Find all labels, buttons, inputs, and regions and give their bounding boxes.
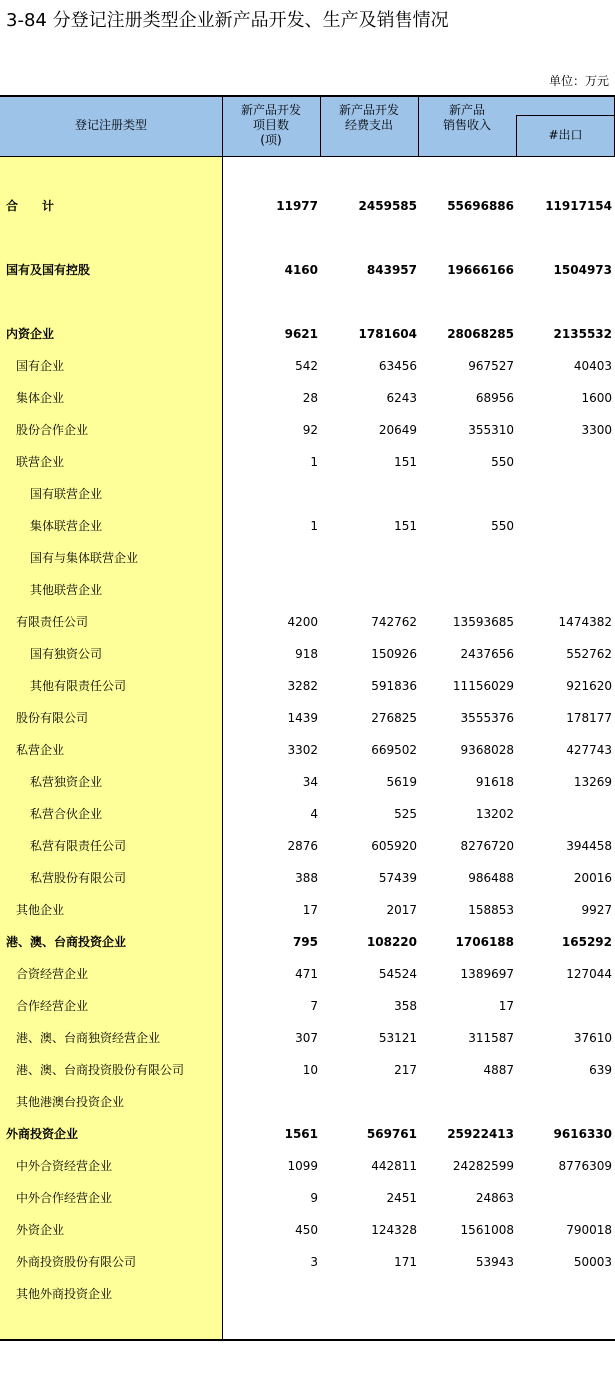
cell-sales-revenue: 25922413 (447, 1127, 514, 1141)
row-label: 港、澳、台商投资股份有限公司 (16, 1063, 185, 1077)
subheader-divider (516, 115, 615, 116)
table-row (0, 1252, 615, 1272)
cell-project-count: 3302 (287, 743, 318, 757)
cell-dev-expenditure: 151 (394, 519, 417, 533)
cell-export: 3300 (581, 423, 612, 437)
cell-export: 1474382 (558, 615, 612, 629)
cell-dev-expenditure: 53121 (378, 1031, 417, 1045)
row-label: 私营合伙企业 (30, 807, 103, 821)
column-divider (516, 115, 517, 156)
row-label: 合资经营企业 (16, 967, 89, 981)
row-label: 中外合资经营企业 (16, 1159, 113, 1173)
cell-dev-expenditure: 276825 (371, 711, 417, 725)
table-row (0, 740, 615, 760)
cell-dev-expenditure: 63456 (378, 359, 417, 373)
row-label: 其他企业 (16, 903, 65, 917)
cell-project-count: 7 (310, 999, 318, 1013)
cell-export: 9616330 (553, 1127, 612, 1141)
cell-sales-revenue: 68956 (475, 391, 514, 405)
cell-sales-revenue: 1706188 (455, 935, 514, 949)
cell-project-count: 4160 (284, 263, 318, 277)
row-label: 私营有限责任公司 (30, 839, 127, 853)
row-label: 国有独资公司 (30, 647, 103, 661)
table-row (0, 900, 615, 920)
header-bottom-border (0, 156, 615, 157)
table-row (0, 324, 615, 344)
cell-export: 921620 (566, 679, 612, 693)
cell-dev-expenditure: 151 (394, 455, 417, 469)
row-label: 其他港澳台投资企业 (16, 1095, 125, 1109)
cell-project-count: 1 (310, 455, 318, 469)
row-label: 合作经营企业 (16, 999, 89, 1013)
row-label: 联营企业 (16, 455, 65, 469)
cell-sales-revenue: 967527 (468, 359, 514, 373)
table-row (0, 1028, 615, 1048)
row-label: 外商投资企业 (6, 1127, 79, 1141)
header-project-count: 新产品开发 项目数 (项) (240, 103, 301, 147)
cell-sales-revenue: 9368028 (460, 743, 514, 757)
cell-project-count: 11977 (276, 199, 318, 213)
table-row (0, 356, 615, 376)
cell-sales-revenue: 158853 (468, 903, 514, 917)
row-label: 内资企业 (6, 327, 55, 341)
cell-sales-revenue: 24863 (475, 1191, 514, 1205)
cell-sales-revenue: 311587 (468, 1031, 514, 1045)
cell-project-count: 4 (310, 807, 318, 821)
cell-project-count: 9 (310, 1191, 318, 1205)
cell-dev-expenditure: 525 (394, 807, 417, 821)
cell-project-count: 795 (292, 935, 318, 949)
table-row (0, 612, 615, 632)
row-label: 合 计 (6, 199, 55, 213)
cell-project-count: 542 (295, 359, 318, 373)
cell-project-count: 388 (295, 871, 318, 885)
row-label: 中外合作经营企业 (16, 1191, 113, 1205)
row-label: 国有及国有控股 (6, 263, 91, 277)
cell-dev-expenditure: 54524 (378, 967, 417, 981)
cell-dev-expenditure: 569761 (366, 1127, 417, 1141)
cell-project-count: 1561 (284, 1127, 318, 1141)
cell-project-count: 1 (310, 519, 318, 533)
table-row (0, 1220, 615, 1240)
cell-dev-expenditure: 605920 (371, 839, 417, 853)
cell-dev-expenditure: 6243 (386, 391, 417, 405)
cell-sales-revenue: 13202 (475, 807, 514, 821)
cell-project-count: 450 (295, 1223, 318, 1237)
row-label: 集体企业 (16, 391, 65, 405)
cell-export: 1600 (581, 391, 612, 405)
cell-sales-revenue: 355310 (468, 423, 514, 437)
cell-sales-revenue: 55696886 (447, 199, 514, 213)
cell-sales-revenue: 1561008 (460, 1223, 514, 1237)
cell-dev-expenditure: 2459585 (358, 199, 417, 213)
cell-project-count: 17 (302, 903, 318, 917)
cell-export: 13269 (573, 775, 612, 789)
row-label: 股份合作企业 (16, 423, 89, 437)
header-export: #出口 (548, 128, 583, 142)
table-row (0, 804, 615, 824)
row-label: 国有与集体联营企业 (30, 551, 139, 565)
cell-sales-revenue: 550 (491, 519, 514, 533)
row-label: 国有企业 (16, 359, 65, 373)
cell-sales-revenue: 3555376 (460, 711, 514, 725)
cell-dev-expenditure: 442811 (371, 1159, 417, 1173)
table-row (0, 932, 615, 952)
header-sales-revenue: 新产品 销售收入 (442, 103, 491, 132)
cell-export: 165292 (561, 935, 612, 949)
cell-export: 8776309 (558, 1159, 612, 1173)
cell-dev-expenditure: 358 (394, 999, 417, 1013)
cell-export: 50003 (573, 1255, 612, 1269)
cell-sales-revenue: 1389697 (460, 967, 514, 981)
cell-project-count: 3282 (287, 679, 318, 693)
page-title: 3-84 分登记注册类型企业新产品开发、生产及销售情况 (6, 10, 449, 31)
table-row (0, 1124, 615, 1144)
row-label: 外商投资股份有限公司 (16, 1255, 137, 1269)
table-row (0, 1284, 615, 1304)
row-label: 国有联营企业 (30, 487, 103, 501)
cell-dev-expenditure: 843957 (366, 263, 417, 277)
cell-export: 11917154 (545, 199, 612, 213)
cell-project-count: 2876 (287, 839, 318, 853)
cell-project-count: 34 (302, 775, 318, 789)
cell-sales-revenue: 11156029 (452, 679, 514, 693)
cell-project-count: 1439 (287, 711, 318, 725)
table-row (0, 196, 615, 216)
cell-export: 178177 (566, 711, 612, 725)
cell-project-count: 1099 (287, 1159, 318, 1173)
cell-dev-expenditure: 57439 (378, 871, 417, 885)
cell-sales-revenue: 53943 (475, 1255, 514, 1269)
cell-project-count: 3 (310, 1255, 318, 1269)
row-label: 集体联营企业 (30, 519, 103, 533)
cell-export: 127044 (566, 967, 612, 981)
row-label: 股份有限公司 (16, 711, 89, 725)
row-label: 其他有限责任公司 (30, 679, 127, 693)
cell-project-count: 28 (302, 391, 318, 405)
cell-export: 552762 (566, 647, 612, 661)
column-divider (418, 95, 419, 156)
header-type: 登记注册类型 (74, 118, 147, 132)
cell-dev-expenditure: 171 (394, 1255, 417, 1269)
cell-export: 427743 (566, 743, 612, 757)
cell-dev-expenditure: 669502 (371, 743, 417, 757)
table-row (0, 708, 615, 728)
row-label: 私营股份有限公司 (30, 871, 127, 885)
cell-project-count: 471 (295, 967, 318, 981)
cell-dev-expenditure: 150926 (371, 647, 417, 661)
header-dev-expenditure: 新产品开发 经费支出 (338, 103, 399, 132)
table-row (0, 836, 615, 856)
cell-export: 790018 (566, 1223, 612, 1237)
cell-dev-expenditure: 124328 (371, 1223, 417, 1237)
cell-sales-revenue: 17 (498, 999, 514, 1013)
row-label: 外资企业 (16, 1223, 65, 1237)
table-row (0, 516, 615, 536)
cell-sales-revenue: 2437656 (460, 647, 514, 661)
cell-export: 9927 (581, 903, 612, 917)
cell-export: 37610 (573, 1031, 612, 1045)
row-label: 其他外商投资企业 (16, 1287, 113, 1301)
table-row (0, 676, 615, 696)
cell-project-count: 918 (295, 647, 318, 661)
table-row (0, 580, 615, 600)
cell-sales-revenue: 24282599 (452, 1159, 514, 1173)
table-top-border (0, 95, 615, 97)
cell-export: 394458 (566, 839, 612, 853)
table-row (0, 996, 615, 1016)
cell-project-count: 10 (302, 1063, 318, 1077)
cell-sales-revenue: 8276720 (460, 839, 514, 853)
cell-export: 1504973 (553, 263, 612, 277)
cell-sales-revenue: 28068285 (447, 327, 514, 341)
cell-project-count: 92 (302, 423, 318, 437)
cell-project-count: 9621 (284, 327, 318, 341)
cell-project-count: 4200 (287, 615, 318, 629)
cell-export: 40403 (573, 359, 612, 373)
cell-dev-expenditure: 591836 (371, 679, 417, 693)
table-row (0, 420, 615, 440)
cell-dev-expenditure: 2017 (386, 903, 417, 917)
table-row (0, 484, 615, 504)
cell-project-count: 307 (295, 1031, 318, 1045)
table-row (0, 548, 615, 568)
table-bottom-border (0, 1339, 615, 1341)
cell-dev-expenditure: 1781604 (358, 327, 417, 341)
table-row (0, 772, 615, 792)
cell-sales-revenue: 13593685 (452, 615, 514, 629)
table-row (0, 452, 615, 472)
cell-sales-revenue: 19666166 (447, 263, 514, 277)
cell-sales-revenue: 91618 (475, 775, 514, 789)
table-row (0, 964, 615, 984)
table-row (0, 644, 615, 664)
table-row (0, 260, 615, 280)
cell-sales-revenue: 4887 (483, 1063, 514, 1077)
row-label: 港、澳、台商独资经营企业 (16, 1031, 161, 1045)
cell-dev-expenditure: 20649 (378, 423, 417, 437)
column-divider (320, 95, 321, 156)
cell-dev-expenditure: 742762 (371, 615, 417, 629)
row-label: 私营企业 (16, 743, 65, 757)
table-row (0, 1156, 615, 1176)
cell-sales-revenue: 550 (491, 455, 514, 469)
cell-dev-expenditure: 217 (394, 1063, 417, 1077)
row-label: 其他联营企业 (30, 583, 103, 597)
row-label: 有限责任公司 (16, 615, 89, 629)
cell-dev-expenditure: 5619 (386, 775, 417, 789)
cell-sales-revenue: 986488 (468, 871, 514, 885)
cell-dev-expenditure: 2451 (386, 1191, 417, 1205)
cell-export: 639 (589, 1063, 612, 1077)
table-row (0, 388, 615, 408)
table-row (0, 1092, 615, 1112)
cell-dev-expenditure: 108220 (366, 935, 417, 949)
row-label: 港、澳、台商投资企业 (6, 935, 127, 949)
cell-export: 2135532 (553, 327, 612, 341)
table-row (0, 1060, 615, 1080)
table-row (0, 868, 615, 888)
table-row (0, 1188, 615, 1208)
row-label: 私营独资企业 (30, 775, 103, 789)
unit-label: 单位：万元 (548, 74, 609, 88)
cell-export: 20016 (573, 871, 612, 885)
